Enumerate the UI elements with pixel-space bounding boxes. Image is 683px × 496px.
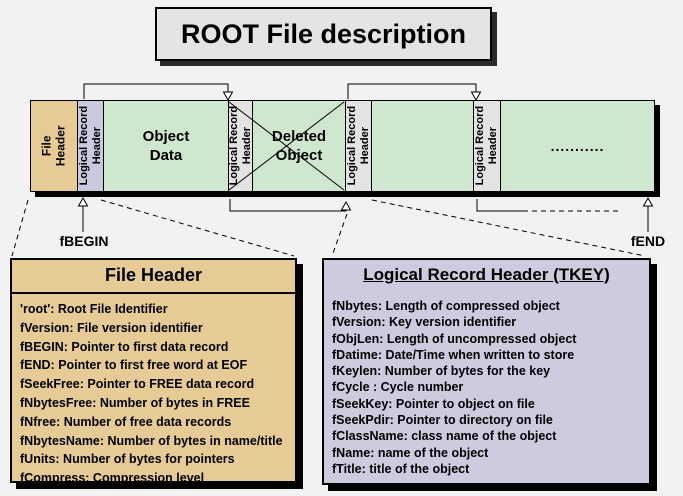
field-row: fBEGIN: Pointer to first data record (20, 339, 229, 354)
field-row: fUnits: Number of bytes for pointers (20, 452, 235, 467)
file-header-box-body (12, 294, 295, 488)
field-row: fEND: Pointer to first free word at EOF (20, 358, 248, 373)
field-row: fCompress: Compression level (20, 471, 205, 486)
field-row: fKeylen: Number of bytes for the key (332, 364, 551, 379)
segment-logical-record-header-4 (474, 101, 501, 191)
field-row: fSeekFree: Pointer to FREE data record (20, 377, 255, 392)
segment-lrh-deleted-label: Logical Record Header (227, 106, 253, 186)
file-header-box (10, 258, 297, 486)
field-row: fTitle: title of the object (332, 461, 470, 476)
file-structure-bar (30, 100, 655, 192)
field-row: fNfree: Number of free data records (20, 414, 232, 429)
segment-record-data (372, 101, 474, 191)
logical-record-header-box-body (324, 292, 649, 477)
segment-object-data (104, 101, 229, 191)
next-record-pointer-2 (348, 84, 481, 100)
segment-logical-record-header-3 (346, 101, 372, 191)
field-row: fSeekPdir: Pointer to directory on file (332, 413, 553, 428)
segment-deleted-object (253, 101, 346, 191)
diagram-title: ROOT File description (180, 18, 467, 49)
next-record-pointer-4 (477, 199, 618, 211)
segment-object-data-label: Object Data (142, 127, 190, 164)
field-row: fDatime: Date/Time when written to store (332, 347, 575, 362)
field-row: fName: name of the object (332, 445, 489, 460)
fend-label: fEND (630, 233, 666, 249)
fbegin-arrow (79, 198, 88, 232)
field-row: 'root': Root File Identifier (20, 302, 168, 316)
segment-lrh-3-label: Logical Record Header (345, 106, 371, 186)
tkey-projection-dashes (332, 200, 645, 256)
segment-lrh-4-label: Logical Record Header (474, 106, 499, 186)
segment-lrh-1-label: Logical Record Header (77, 106, 103, 186)
field-row: fObjLen: Length of uncompressed object (332, 331, 577, 346)
segment-logical-record-header-deleted (229, 101, 253, 191)
file-header-box-title: File Header (12, 260, 295, 294)
field-row: fSeekKey: Pointer to object on file (332, 396, 535, 411)
ellipsis-label: ........... (550, 138, 605, 154)
segment-logical-record-header-1 (78, 101, 104, 191)
logical-record-header-box (322, 258, 651, 485)
field-row: fNbytesFree: Number of bytes in FREE (20, 395, 250, 410)
field-row: fVersion: File version identifier (20, 320, 203, 335)
segment-file-header-label: File Header (39, 125, 67, 167)
fbegin-label: fBEGIN (59, 233, 109, 249)
segment-file-header (31, 101, 78, 191)
field-row: fNbytes: Length of compressed object (332, 299, 560, 313)
segment-deleted-object-label: Deleted Object (271, 127, 327, 164)
logical-record-header-box-title: Logical Record Header (TKEY) (363, 265, 610, 284)
segment-more-records (501, 101, 654, 191)
field-row: fClassName: class name of the object (332, 429, 557, 444)
field-row: fCycle : Cycle number (332, 380, 464, 395)
next-record-pointer-1 (84, 84, 233, 100)
next-record-pointer-3 (230, 199, 351, 211)
field-row: fVersion: Key version identifier (332, 315, 517, 330)
field-row: fNbytesName: Number of bytes in name/title (20, 433, 283, 448)
diagram-title-box (155, 7, 492, 61)
fend-arrow (644, 198, 653, 232)
